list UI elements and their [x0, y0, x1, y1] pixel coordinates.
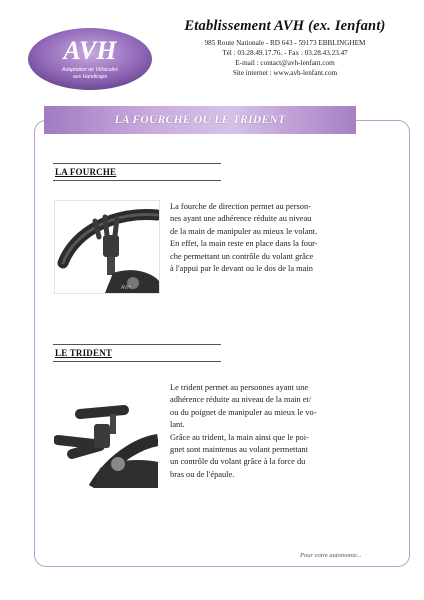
- trident-line: Grâce au trident, la main ainsi que le poi-: [170, 432, 309, 442]
- trident-rule-bottom: [53, 361, 221, 362]
- trident-heading: LE TRIDENT: [55, 348, 113, 358]
- company-address: 985 Route Nationale - RD 643 - 59173 EBBLINGHEM: [204, 39, 366, 47]
- logo-tagline-2: aux Handicaps: [72, 74, 108, 80]
- svg-text:AVH: AVH: [121, 285, 131, 291]
- banner-title: LA FOURCHE OU LE TRIDENT: [114, 114, 286, 126]
- trident-description: [170, 382, 370, 481]
- trident-line: ou du poignet de manipuler au mieux le vo-: [170, 407, 317, 417]
- avh-logo: [26, 26, 154, 92]
- fourche-photo: [54, 200, 160, 294]
- trident-line: lant.: [170, 420, 185, 430]
- fourche-heading: LA FOURCHE: [55, 167, 117, 177]
- trident-line: adhérence réduite au niveau de la main et/: [170, 395, 312, 405]
- fork-device-illustration: [55, 201, 159, 293]
- trident-line: bras ou de l'épaule.: [170, 469, 235, 479]
- fourche-line: à l'appui par le devant ou le dos de la main: [170, 264, 313, 274]
- logo-tagline-1: Adaptation de Véhicules: [62, 67, 118, 73]
- fourche-line: En effet, la main reste en place dans la four-: [170, 239, 318, 249]
- company-website[interactable]: Site internet : www.avh-lenfant.com: [232, 69, 338, 77]
- trident-line: un contrôle du volant grâce à la force du: [170, 457, 306, 467]
- company-phone-fax: Tél : 03.28.49.17.76. - Fax : 03.28.43.23.47: [222, 49, 348, 57]
- fourche-description: [170, 201, 370, 275]
- company-header: [160, 18, 410, 78]
- fourche-rule-top: [53, 163, 221, 164]
- fourche-rule-bottom: [53, 180, 221, 181]
- fourche-line: che permettant un contrôle du volant grâce: [170, 251, 314, 261]
- company-name: Etablissement AVH (ex. Ienfant): [184, 18, 386, 34]
- trident-rule-top: [53, 344, 221, 345]
- trident-photo: [54, 384, 158, 488]
- fourche-line: de la main de manipuler au mieux le volant.: [170, 226, 318, 236]
- trident-device-illustration: [54, 384, 158, 488]
- company-email[interactable]: E-mail : contact@avh-lenfant.com: [235, 59, 335, 67]
- fourche-line: La fourche de direction permet au person-: [170, 202, 311, 211]
- logo-letters: AVH: [63, 36, 117, 65]
- trident-line: Le trident permet au personnes ayant une: [170, 383, 309, 392]
- fourche-line: nes ayant une adhérence réduite au niveau: [170, 214, 312, 224]
- title-banner: [44, 106, 356, 134]
- logo-oval: [26, 26, 154, 92]
- trident-line: gnet sont maintenus au volant permettant: [170, 445, 308, 455]
- footer-slogan: Pour votre autonomie...: [300, 552, 362, 559]
